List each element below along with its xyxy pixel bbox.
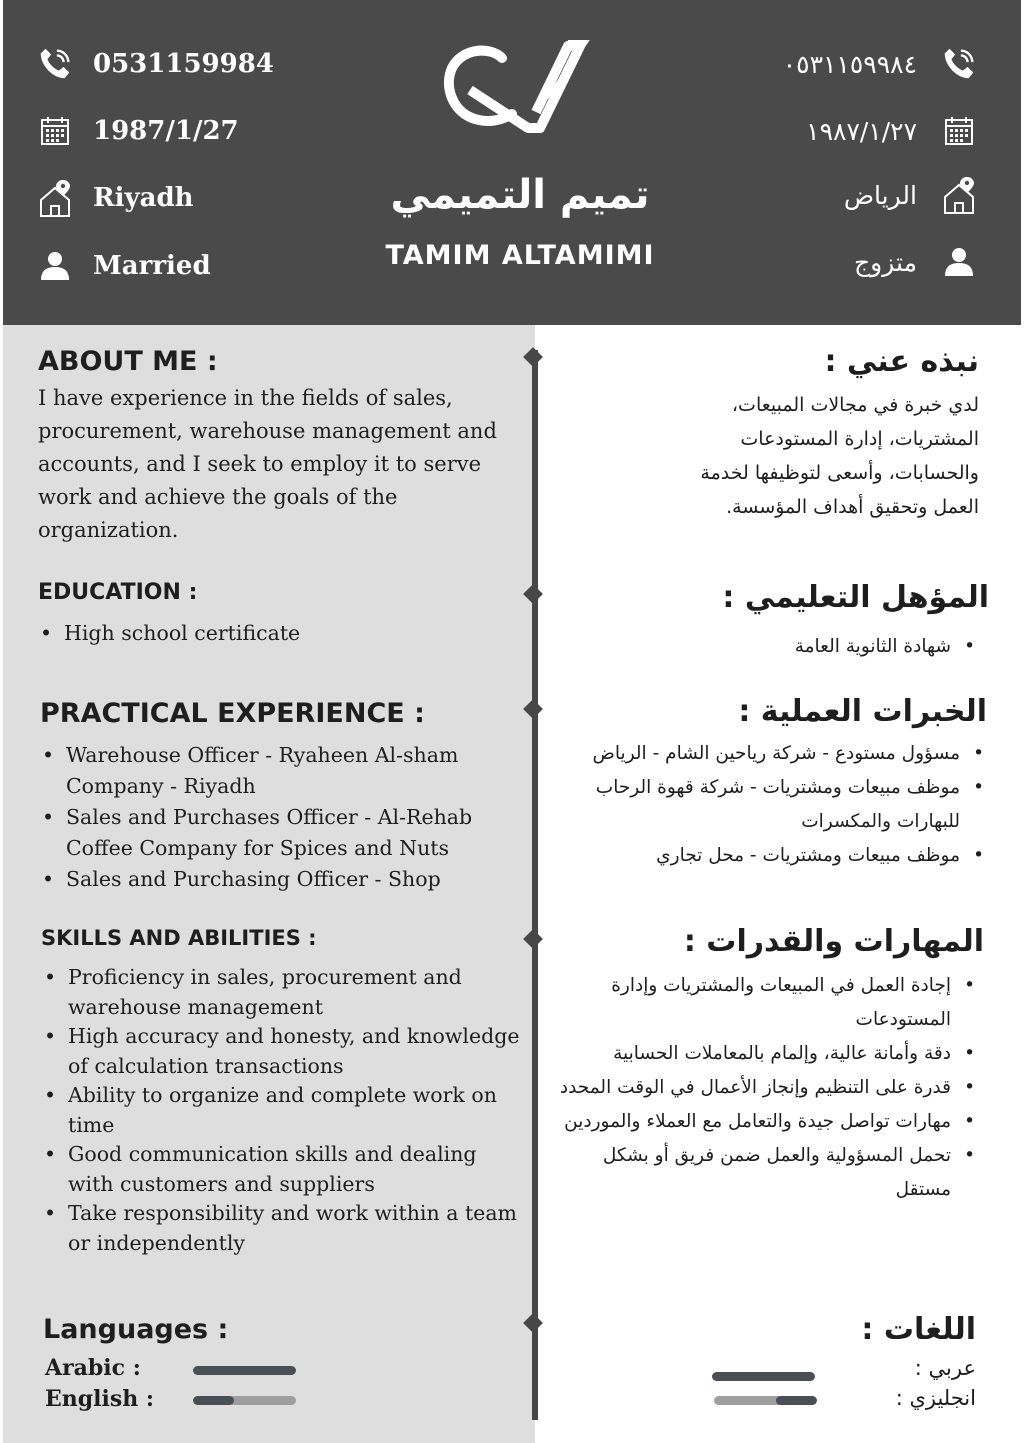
skills-list-ar xyxy=(549,969,979,1207)
list-item: • Sales and Purchases Officer - Al-Rehab Coffee Company for Spices and Nuts xyxy=(40,802,520,864)
education-list-en xyxy=(38,618,518,648)
list-item: • موظف مبيعات ومشتريات - شركة قهوة الرحاب للبهارات والمكسرات xyxy=(538,771,988,839)
list-item: • High school certificate xyxy=(38,618,518,648)
list-item: • Take responsibility and work within a team or independently xyxy=(42,1199,522,1258)
contact-city-ar xyxy=(844,175,979,215)
skills-title-en: SKILLS AND ABILITIES : xyxy=(41,926,317,950)
language-arabic-label-ar: عربي : xyxy=(914,1356,976,1380)
calendar-icon xyxy=(35,111,75,151)
person-icon xyxy=(35,246,75,286)
list-item: • قدرة على التنظيم وإنجاز الأعمال في الوقت المحدد xyxy=(549,1071,979,1105)
birth-text-ar: ١٩٨٧/١/٢٧ xyxy=(806,116,917,146)
list-item: • شهادة الثانوية العامة xyxy=(539,630,979,664)
city-text-en: Riyadh xyxy=(93,183,194,213)
list-item: • Good communication skills and dealing with customers and suppliers xyxy=(42,1140,522,1199)
location-icon xyxy=(35,178,75,218)
education-list-ar xyxy=(539,630,979,664)
status-text-en: Married xyxy=(93,251,211,281)
language-arabic-bar-ar xyxy=(712,1372,815,1381)
about-text-ar: لدي خبرة في مجالات المبيعات، المشتريات، إدارة المستودعات والحسابات، وأسعى لتوظيفها لخدمة العمل وتحقيق أهداف المؤسسة. xyxy=(700,394,979,518)
language-arabic-bar-en xyxy=(193,1366,296,1375)
skills-list-en xyxy=(42,963,522,1258)
cv-logo xyxy=(440,38,590,138)
experience-title-ar: الخبرات العملية : xyxy=(738,694,987,729)
about-text-en: I have experience in the fields of sales, procurement, warehouse management and accounts, and I seek to employ it to serve work and achieve the goals of the organization. xyxy=(38,386,497,542)
about-title-ar: نبذه عني : xyxy=(824,344,979,379)
contact-city-en xyxy=(35,178,194,218)
language-arabic-fill-ar xyxy=(712,1372,815,1381)
contact-status-ar xyxy=(854,242,979,282)
contact-birth-ar xyxy=(806,111,979,151)
education-title-ar: المؤهل التعليمي : xyxy=(722,580,989,615)
list-item: • مهارات تواصل جيدة والتعامل مع العملاء والموردين xyxy=(549,1105,979,1139)
name-arabic: تميم التميمي xyxy=(390,172,650,218)
language-english-bar-ar xyxy=(714,1396,817,1405)
list-item: • Warehouse Officer - Ryaheen Al-sham Company - Riyadh xyxy=(40,740,520,802)
list-item: • موظف مبيعات ومشتريات - محل تجاري xyxy=(538,839,988,873)
list-item: • دقة وأمانة عالية، وإلمام بالمعاملات الحسابية xyxy=(549,1037,979,1071)
list-item: • إجادة العمل في المبيعات والمشتريات وإدارة المستودعات xyxy=(549,969,979,1037)
languages-title-ar: اللغات : xyxy=(861,1312,976,1347)
calendar-icon xyxy=(939,111,979,151)
timeline-line xyxy=(532,350,538,1420)
phone-text-ar: ٠٥٣١١٥٩٩٨٤ xyxy=(782,49,917,79)
list-item: • تحمل المسؤولية والعمل ضمن فريق أو بشكل مستقل xyxy=(549,1139,979,1207)
phone-text-en: 0531159984 xyxy=(93,49,274,79)
languages-title-en: Languages : xyxy=(43,1314,229,1345)
contact-phone-en xyxy=(35,44,274,84)
list-item: • High accuracy and honesty, and knowledge of calculation transactions xyxy=(42,1022,522,1081)
list-item: • Proficiency in sales, procurement and warehouse management xyxy=(42,963,522,1022)
status-text-ar: متزوج xyxy=(854,247,917,277)
language-arabic-label-en: Arabic : xyxy=(45,1355,141,1381)
contact-phone-ar xyxy=(783,44,979,84)
name-english: TAMIM ALTAMIMI xyxy=(385,240,655,271)
experience-list-ar xyxy=(538,737,988,873)
location-icon xyxy=(939,175,979,215)
contact-status-en xyxy=(35,246,211,286)
experience-list-en xyxy=(40,740,520,895)
language-arabic-fill-en xyxy=(193,1366,296,1375)
person-icon xyxy=(939,242,979,282)
phone-icon xyxy=(35,44,75,84)
list-item: • Sales and Purchasing Officer - Shop xyxy=(40,864,520,895)
language-english-fill-ar xyxy=(776,1396,817,1405)
list-item: • Ability to organize and complete work on time xyxy=(42,1081,522,1140)
language-english-label-en: English : xyxy=(45,1386,155,1412)
experience-title-en: PRACTICAL EXPERIENCE : xyxy=(40,698,425,729)
list-item: • مسؤول مستودع - شركة رياحين الشام - الرياض xyxy=(538,737,988,771)
language-english-fill-en xyxy=(193,1396,234,1405)
contact-birth-en xyxy=(35,111,239,151)
about-title-en: ABOUT ME : xyxy=(38,346,218,377)
skills-title-ar: المهارات والقدرات : xyxy=(683,924,984,959)
city-text-ar: الرياض xyxy=(843,180,917,210)
education-title-en: EDUCATION : xyxy=(38,580,198,605)
birth-text-en: 1987/1/27 xyxy=(93,116,239,146)
language-english-bar-en xyxy=(193,1396,296,1405)
phone-icon xyxy=(939,44,979,84)
language-english-label-ar: انجليزي : xyxy=(895,1386,976,1410)
